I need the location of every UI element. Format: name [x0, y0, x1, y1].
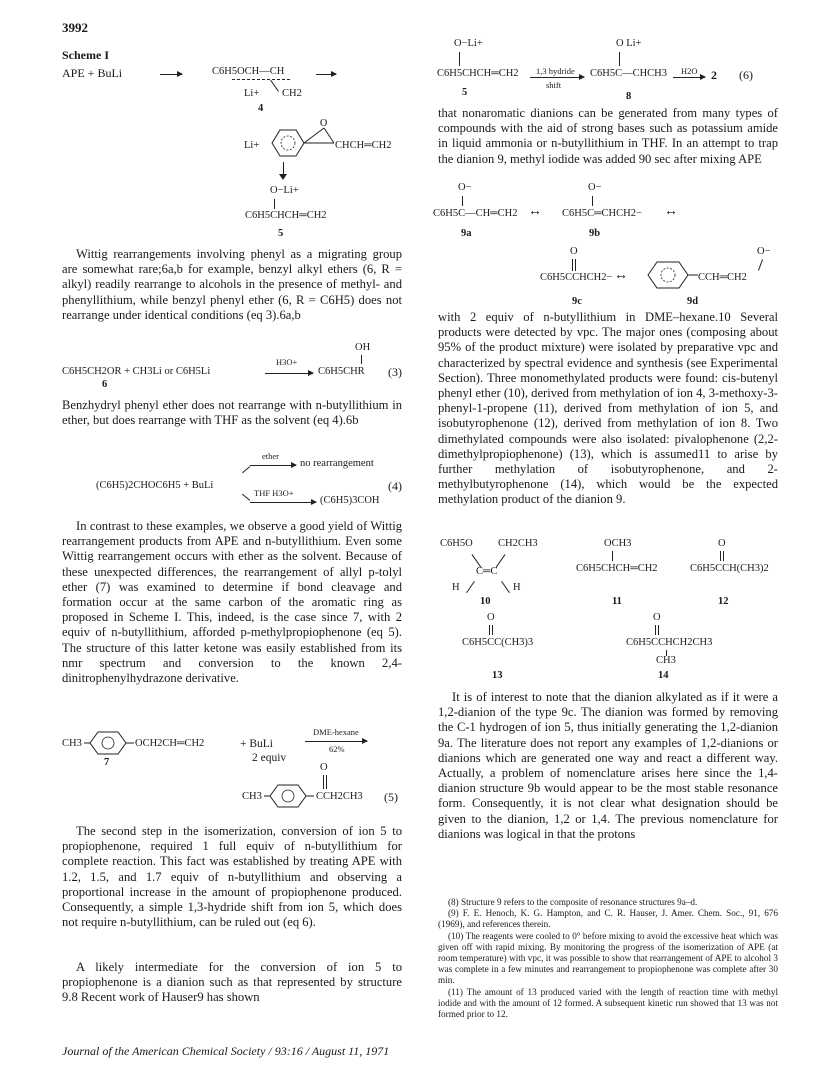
eq4-branch-top	[242, 466, 250, 473]
eq4-top-result: no rearrangement	[300, 458, 374, 469]
scheme-down-arrowhead	[279, 174, 287, 180]
product-11: C6H5CHCH═CH2	[576, 563, 658, 574]
label-13: 13	[492, 670, 503, 681]
scheme-ion-chain: CHCH═CH2	[335, 140, 392, 151]
eq4-bottom-result: (C6H5)3COH	[320, 495, 380, 506]
dianion-9b-o: O−	[588, 182, 602, 193]
benzene-ring-icon	[264, 781, 314, 811]
resonance-arrow-2: ↔	[664, 204, 678, 219]
paragraph-intermediate: A likely intermediate for the conversion of ion 5 to propiophenone is a dianion such as that represented by structure 9.8 Recent work of Hauser9 has shown	[62, 960, 402, 1005]
scheme-bond	[270, 80, 279, 92]
product-10-h1: H	[452, 582, 460, 593]
dianion-9a: C6H5C—CH═CH2	[433, 208, 518, 219]
eq5-co-bond-2	[326, 775, 327, 789]
dianion-9d-o: O−	[757, 246, 771, 257]
product-13: C6H5CC(CH3)3	[462, 637, 534, 648]
product-14-bond-2	[658, 625, 659, 635]
benzene-ring-icon	[84, 728, 134, 758]
product-11-methoxy: OCH3	[604, 538, 632, 549]
eq6-arrow-top: 1,3 hydride	[536, 66, 575, 76]
dianion-9c: C6H5CCHCH2−	[540, 272, 613, 283]
eq5-arrow-bottom: 62%	[329, 744, 345, 754]
scheme-ch2: CH2	[282, 88, 302, 99]
eq3-product: C6H5CHR	[318, 366, 365, 377]
product-11-bond	[612, 551, 613, 561]
eq3-arrow-label: H3O+	[276, 357, 298, 367]
eq3-arrow	[265, 373, 313, 374]
scheme-o-bond	[274, 199, 275, 209]
product-12: C6H5CCH(CH3)2	[690, 563, 769, 574]
paragraph-alkylation: It is of interest to note that the dianion alkylated as if it were a 1,2-dianion of the type 9c. The dianion was formed by removing the C-1 hydrogen of ion 5, thus initially generating the 1,2-dianion 9a. The literature does not report any examples of 1,2-dianions or dianions which are generated one way and react a different way. Actually, a problem of nomenclature arises here since the 1,4-dianion structure 9b would appear to be the most stable resonance form. Consequently, it is not clear what designation should be given to the dianion, 1,2 or 1,4. The previous nomenclature for dianions was logical in that the protons	[438, 690, 778, 841]
scheme-arrow-1	[160, 74, 182, 75]
eq6-final-product: 2	[711, 68, 717, 82]
eq6-h2o: H2O	[681, 66, 698, 76]
label-9c: 9c	[572, 296, 582, 307]
paragraph-wittig: Wittig rearrangements involving phenyl as a migrating group are somewhat rare;6a,b for example, benzyl alkyl ethers (6, R = alkyl) readily rearrange to alcohols in the presence of methyl- and phenyllithium, while benzyl phenyl ether (6, R = C6H5) does not rearrange under identical conditions (eq 3).6a,b	[62, 247, 402, 322]
eq6-arrow	[530, 77, 584, 78]
dianion-9d-bond	[758, 259, 763, 271]
eq6-arrow-2	[673, 77, 705, 78]
eq5-arrow	[305, 741, 367, 742]
eq4-reactants: (C6H5)2CHOC6H5 + BuLi	[96, 480, 214, 491]
eq5-co-bond-1	[323, 775, 324, 789]
paragraph-methylation: with 2 equiv of n-butyllithium in DME–hexane.10 Several products were detected by vpc. The major ones (composing about 95% of the product mixture) were isolated by preparative vpc and characterized by spectral evidence and synthesis (see Experimental Section). Three monomethylated products were found: cis-butenyl phenyl ether (10), derived from methylation of ion 4, 3-methoxy-3-phenyl-1-propene (11), derived from methylation of ion 5, and isobutyrophenone (12), derived from methylation of ion 8. Two dimethylated compounds were also isolated: pivalophenone (2,2-dimethylpropiophenone) (13), which is assumed11 to arise by further methylation of isobutyrophenone, and 2-methylbutyrophenone (14), which would be the expected methylation product of the dianion 9.	[438, 310, 778, 507]
eq5-product-o: O	[320, 762, 328, 773]
dianion-9a-o: O−	[458, 182, 472, 193]
product-10-phenoxy: C6H5O	[440, 538, 473, 549]
paragraph-nonaromatic: that nonaromatic dianions can be generated from many types of compounds with the aid of strong bases such as potassium amide in liquid ammonia or n-butyllithium in THF. In an attempt to trap the dianion 9, methyl iodide was added 90 sec after mixing APE	[438, 106, 778, 166]
eq6-o-li-left: O−Li+	[454, 38, 483, 49]
eq3-number: (3)	[388, 365, 402, 379]
scheme-ion4-formula: C6H5OCH—CH	[212, 66, 285, 77]
eq6-number: (6)	[739, 68, 753, 82]
footnote-9: (9) F. E. Henoch, K. G. Hampton, and C. R. Hauser, J. Amer. Chem. Soc., 91, 676 (1969), and references therein.	[438, 908, 778, 929]
eq5-ch3: CH3	[62, 738, 82, 749]
dianion-9c-o: O	[570, 246, 578, 257]
paragraph-benzhydryl: Benzhydryl phenyl ether does not rearrange with n-butyllithium in ether, but does rearrange with THF as the solvent (eq 4).6b	[62, 398, 402, 428]
product-14-methyl: CH3	[656, 655, 676, 666]
product-12-o: O	[718, 538, 726, 549]
product-14-o: O	[653, 612, 661, 623]
eq4-bottom-condition: THF H3O+	[254, 488, 294, 498]
product-10-h2: H	[513, 582, 521, 593]
resonance-arrow-3: ↔	[614, 268, 628, 283]
scheme-ion5-formula: C6H5CHCH═CH2	[245, 210, 327, 221]
eq3-oh-bond	[361, 355, 362, 364]
product-13-bond-2	[492, 625, 493, 635]
scheme-label: Scheme I	[62, 48, 109, 62]
compound-label-5: 5	[278, 228, 284, 239]
eq5-chain: OCH2CH═CH2	[135, 738, 205, 749]
eq6-product-8: C6H5C—CHCH3	[590, 68, 668, 79]
product-13-bond-1	[489, 625, 490, 635]
eq3-reactants: C6H5CH2OR + CH3Li or C6H5Li	[62, 366, 211, 377]
scheme-reactants: APE + BuLi	[62, 66, 123, 80]
scheme-dashed-bond	[232, 79, 290, 80]
dianion-9b-bond	[592, 196, 593, 206]
footnote-11: (11) The amount of 13 produced varied with the length of reaction time with methyl iodide and with the amount of 12 formed. A subsequent kinetic run showed that 13 was not formed prior to 12.	[438, 987, 778, 1019]
page-number: 3992	[62, 20, 88, 35]
dianion-9c-bond-1	[572, 259, 573, 271]
eq5-reagent: + BuLi	[240, 738, 274, 750]
product-10-alkene: C═C	[476, 566, 498, 577]
benzene-ring-icon	[642, 258, 698, 292]
eq5-number: (5)	[384, 790, 398, 804]
eq5-product-ch3: CH3	[242, 791, 262, 802]
eq4-top-arrow	[250, 465, 296, 466]
compound-label-4: 4	[258, 103, 264, 114]
compound-label-5b: 5	[462, 87, 468, 98]
label-11: 11	[612, 596, 622, 607]
label-9b: 9b	[589, 228, 601, 239]
label-14: 14	[658, 670, 669, 681]
product-14: C6H5CCHCH2CH3	[626, 637, 713, 648]
scheme-ion-li: Li+	[244, 140, 260, 151]
resonance-arrow-1: ↔	[528, 204, 542, 219]
eq4-top-condition: ether	[262, 451, 279, 461]
eq4-number: (4)	[388, 479, 402, 493]
eq3-oh: OH	[355, 342, 371, 353]
dianion-9b: C6H5C═CHCH2−	[562, 208, 642, 219]
scheme-arrow-2	[316, 74, 336, 75]
eq6-o-li-right: O Li+	[616, 38, 642, 49]
product-10-bond-3	[466, 581, 475, 593]
eq5-product-chain: CCH2CH3	[316, 791, 363, 802]
label-12: 12	[718, 596, 729, 607]
product-12-bond-1	[720, 551, 721, 561]
dianion-9a-bond	[462, 196, 463, 206]
dianion-9d: CCH═CH2	[698, 272, 747, 283]
svg-text:O: O	[320, 118, 328, 129]
paragraph-second-step: The second step in the isomerization, conversion of ion 5 to propiophenone, required 1 full equiv of n-butyllithium for complete reaction. This fact was established by treating APE with 1.2, 1.5, and 1.7 equiv of n-butyllithium and observing a proportional increase in the amount of propiophenone produced. Consequently, a simple 1,3-hydride shift from ion 5, which does not require n-butyllithium, can be ruled out (eq 6).	[62, 824, 402, 930]
eq6-bond-left	[459, 52, 460, 66]
journal-footer: Journal of the American Chemical Society / 93:16 / August 11, 1971	[62, 1044, 390, 1058]
scheme-li: Li+	[244, 88, 260, 99]
eq6-bond-right	[619, 52, 620, 66]
footnote-8: (8) Structure 9 refers to the composite of resonance structures 9a–d.	[448, 897, 698, 907]
footnote-10: (10) The reagents were cooled to 0° before mixing to avoid the excessive heat which was given off with rapid mixing. By monitoring the progress of the isomerization of APE (at room temperature) with vpc, it was possible to show that rearrangement of APE to alcohol 3 was complete in a few minutes and rearrangement to propiophenone was complete after 30 min.	[438, 931, 778, 985]
product-10-bond-4	[501, 581, 510, 593]
product-14-bond-1	[655, 625, 656, 635]
paragraph-contrast: In contrast to these examples, we observe a good yield of Wittig rearrangement products from APE and n-butyllithium. Even some Wittig rearrangement occurs with ether as the solvent. Because of these unexpected differences, the rearrangement of allyl p-tolyl ether (7) was examined to determine if bond cleavage and formation occur at the same carbon of the aromatic ring as proposed in Scheme I. This, indeed, is the case since 7, with 2 equiv of n-butyllithium, afforded p-methylpropiophenone (eq 5). The structure of this latter ketone was easily established from its nmr spectrum and conversion to the known 2,4-dinitrophenylhydrazone derivative.	[62, 519, 402, 686]
compound-label-6: 6	[102, 379, 108, 390]
compound-label-7: 7	[104, 757, 110, 768]
eq5-arrow-top: DME-hexane	[313, 727, 359, 737]
label-9a: 9a	[461, 228, 472, 239]
product-10-ethyl: CH2CH3	[498, 538, 538, 549]
eq6-arrow-bottom: shift	[546, 80, 562, 90]
eq4-branch-bottom	[242, 494, 250, 501]
eq6-reactant: C6H5CHCH═CH2	[437, 68, 519, 79]
scheme-o-li: O−Li+	[270, 185, 299, 196]
dianion-9c-bond-2	[575, 259, 576, 271]
label-9d: 9d	[687, 296, 699, 307]
eq5-equiv: 2 equiv	[252, 752, 287, 764]
eq4-bottom-arrow	[250, 502, 316, 503]
label-10: 10	[480, 596, 491, 607]
product-13-o: O	[487, 612, 495, 623]
product-12-bond-2	[723, 551, 724, 561]
compound-label-8: 8	[626, 91, 632, 102]
